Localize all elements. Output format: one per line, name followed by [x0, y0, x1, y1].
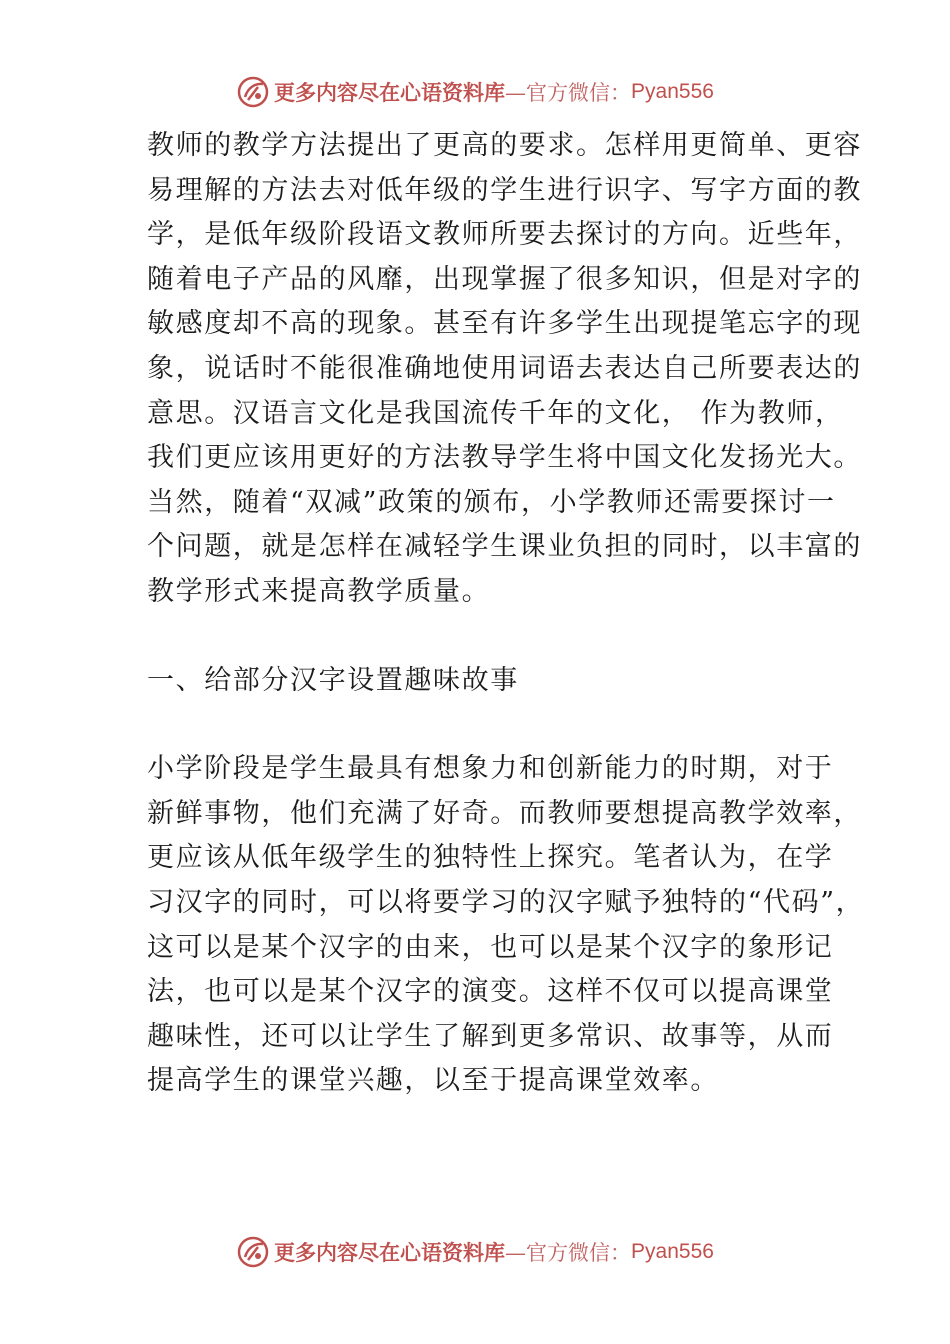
banner-wechat-label: —官方微信：: [505, 81, 632, 105]
text-line: 法，也可以是某个汉字的演变。这样不仅可以提高课堂: [147, 976, 834, 1008]
spacer: [147, 703, 837, 747]
banner-title: 更多内容尽在心语资料库: [274, 1240, 506, 1265]
header-banner: [0, 72, 950, 112]
section-heading: 一、给部分汉字设置趣味故事: [147, 664, 519, 696]
text-line: 敏感度却不高的现象。甚至有许多学生出现提笔忘字的现: [147, 308, 862, 340]
text-line: 这可以是某个汉字的由来，也可以是某个汉字的象形记: [147, 931, 834, 963]
text-line: 个问题，就是怎样在减轻学生课业负担的同时，以丰富的: [147, 531, 862, 563]
footer-banner: [0, 1232, 950, 1272]
paragraph-intro: [147, 124, 862, 615]
text-line: 习汉字的同时，可以将要学习的汉字赋予独特的“代码”，: [147, 886, 865, 918]
paragraph-section-one: [147, 747, 865, 1104]
text-line: 随着电子产品的风靡，出现掌握了很多知识，但是对字的: [147, 263, 862, 295]
banner-wechat-label: —官方微信：: [505, 1241, 632, 1265]
spacer: [147, 615, 837, 659]
logo-icon: [236, 75, 270, 109]
banner-title: 更多内容尽在心语资料库: [274, 80, 506, 105]
banner-wechat-id: Pyan556: [631, 1240, 714, 1263]
text-line: 趣味性，还可以让学生了解到更多常识、故事等，从而: [147, 1020, 834, 1052]
text-line: 意思。汉语言文化是我国流传千年的文化， 作为教师，: [147, 397, 844, 429]
text-line: 当然，随着“双减”政策的颁布，小学教师还需要探讨一: [147, 486, 836, 518]
text-line: 学，是低年级阶段语文教师所要去探讨的方向。近些年，: [147, 219, 862, 251]
text-line: 小学阶段是学生最具有想象力和创新能力的时期，对于: [147, 753, 834, 785]
text-line: 教师的教学方法提出了更高的要求。怎样用更简单、更容: [147, 130, 862, 161]
banner-wechat-id: Pyan556: [631, 80, 714, 103]
logo-icon: [236, 1235, 270, 1269]
text-line: 象，说话时不能很准确地使用词语去表达自己所要表达的: [147, 352, 862, 384]
text-line: 新鲜事物，他们充满了好奇。而教师要想提高教学效率，: [147, 797, 862, 829]
document-body: [147, 124, 865, 1104]
text-line: 我们更应该用更好的方法教导学生将中国文化发扬光大。: [147, 442, 862, 474]
text-line: 提高学生的课堂兴趣，以至于提高课堂效率。: [147, 1065, 719, 1097]
text-line: 更应该从低年级学生的独特性上探究。笔者认为，在学: [147, 842, 834, 874]
text-line: 易理解的方法去对低年级的学生进行识字、写字方面的教: [147, 174, 862, 206]
text-line: 教学形式来提高教学质量。: [147, 575, 491, 607]
